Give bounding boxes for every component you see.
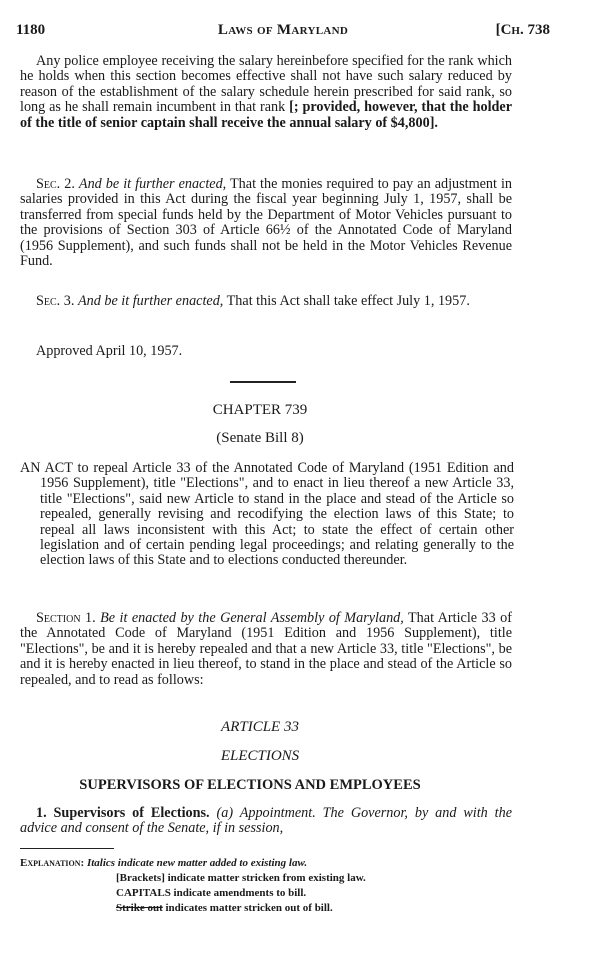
subheading: SUPERVISORS OF ELECTIONS AND EMPLOYEES [79, 777, 421, 793]
section-3 [20, 294, 512, 309]
explanation-box [20, 856, 520, 916]
item-1 [20, 806, 512, 837]
section-1-text: That Article 33 of the Annotated Code of Maryland (1951 Edition and 1956 Supplement), title "Elections", be and it is hereby repealed and that a new Article 33, title "Elections", be and it is hereby enacted in lieu thereof, to stand in the place and stead of the Article so repealed, and to read as follows: [20, 610, 512, 688]
section-3-text: That this Act shall take effect July 1, 1957. [226, 293, 470, 309]
section-2 [20, 177, 512, 269]
act-title: AN ACT to repeal Article 33 of the Annotated Code of Maryland (1951 Edition and 1956 Supplement), title "Elections", and to enact in lieu thereof a new Article 33, title "Elections", said new Article to stand in the place and stead of the Article so repealed, generally revising and recodifying the election laws of this State; to repeal all laws inconsistent with this Act; to state the effect of certain other legislation and of certain pending legal proceedings; and relating generally to the election laws of this State and to elections conducted thereunder. [20, 460, 514, 569]
section-3-label: Sec. 3. [36, 293, 75, 309]
salary-paragraph [20, 54, 512, 131]
chapter-reference: [Ch. 738 [495, 22, 550, 38]
section-1 [20, 611, 512, 688]
explanation-strike [20, 901, 520, 916]
page-number: 1180 [16, 22, 46, 38]
salary-text: Any police employee receiving the salary hereinbefore specified for the rank which he holds when this section becomes effective shall not have such salary reduced by reason of the establishment of the salary schedule herein prescribed for said rank, so long as he shall remain incumbent in that rank [20, 53, 512, 116]
bracketed-text: [; provided, however, that the holder of the title of senior captain shall receive the annual salary of $4,800]. [20, 99, 512, 131]
approved-line [20, 344, 512, 359]
strike-out-sample: Strike out [116, 902, 163, 914]
item-1-label: 1. Supervisors of Elections. [36, 805, 210, 821]
section-1-label: Section 1. [36, 610, 96, 626]
running-title: Laws of Maryland [217, 22, 349, 38]
section-2-enacting: And be it further enacted, [78, 176, 227, 192]
senate-bill: (Senate Bill 8) [216, 430, 304, 446]
section-divider [230, 381, 296, 383]
section-1-enacting: Be it enacted by the General Assembly of Maryland, [100, 610, 404, 626]
explanation-lead: Explanation: [20, 857, 85, 869]
section-2-label: Sec. 2. [36, 176, 75, 192]
section-3-enacting: And be it further enacted, [77, 293, 224, 309]
explanation-capitals: CAPITALS indicate amendments to bill. [116, 887, 307, 899]
chapter-title: CHAPTER 739 [212, 402, 308, 418]
page-header [16, 22, 550, 42]
explanation-strike-text: indicates matter stricken out of bill. [165, 902, 333, 914]
article-subtitle: ELECTIONS [220, 748, 300, 764]
explanation-italics: Italics indicate new matter added to existing law. [86, 857, 308, 869]
explanation-rule [20, 848, 114, 849]
explanation-brackets: [Brackets] indicate matter stricken from existing law. [116, 872, 366, 884]
section-2-text: That the monies required to pay an adjustment in salaries provided in this Act during the fiscal year beginning July 1, 1957, shall be transferred from special funds held by the Department of Motor Vehicles pursuant to the provisions of Section 303 of Article 66½ of the Annotated Code of Maryland (1956 Supplement), and such funds shall not be held in the Motor Vehicles Revenue Fund. [20, 176, 513, 270]
article-title: ARTICLE 33 [221, 719, 299, 735]
item-1-text: (a) Appointment. The Governor, by and with the advice and consent of the Senate, if in session, [20, 805, 512, 837]
approved-text: Approved April 10, 1957. [36, 343, 183, 359]
